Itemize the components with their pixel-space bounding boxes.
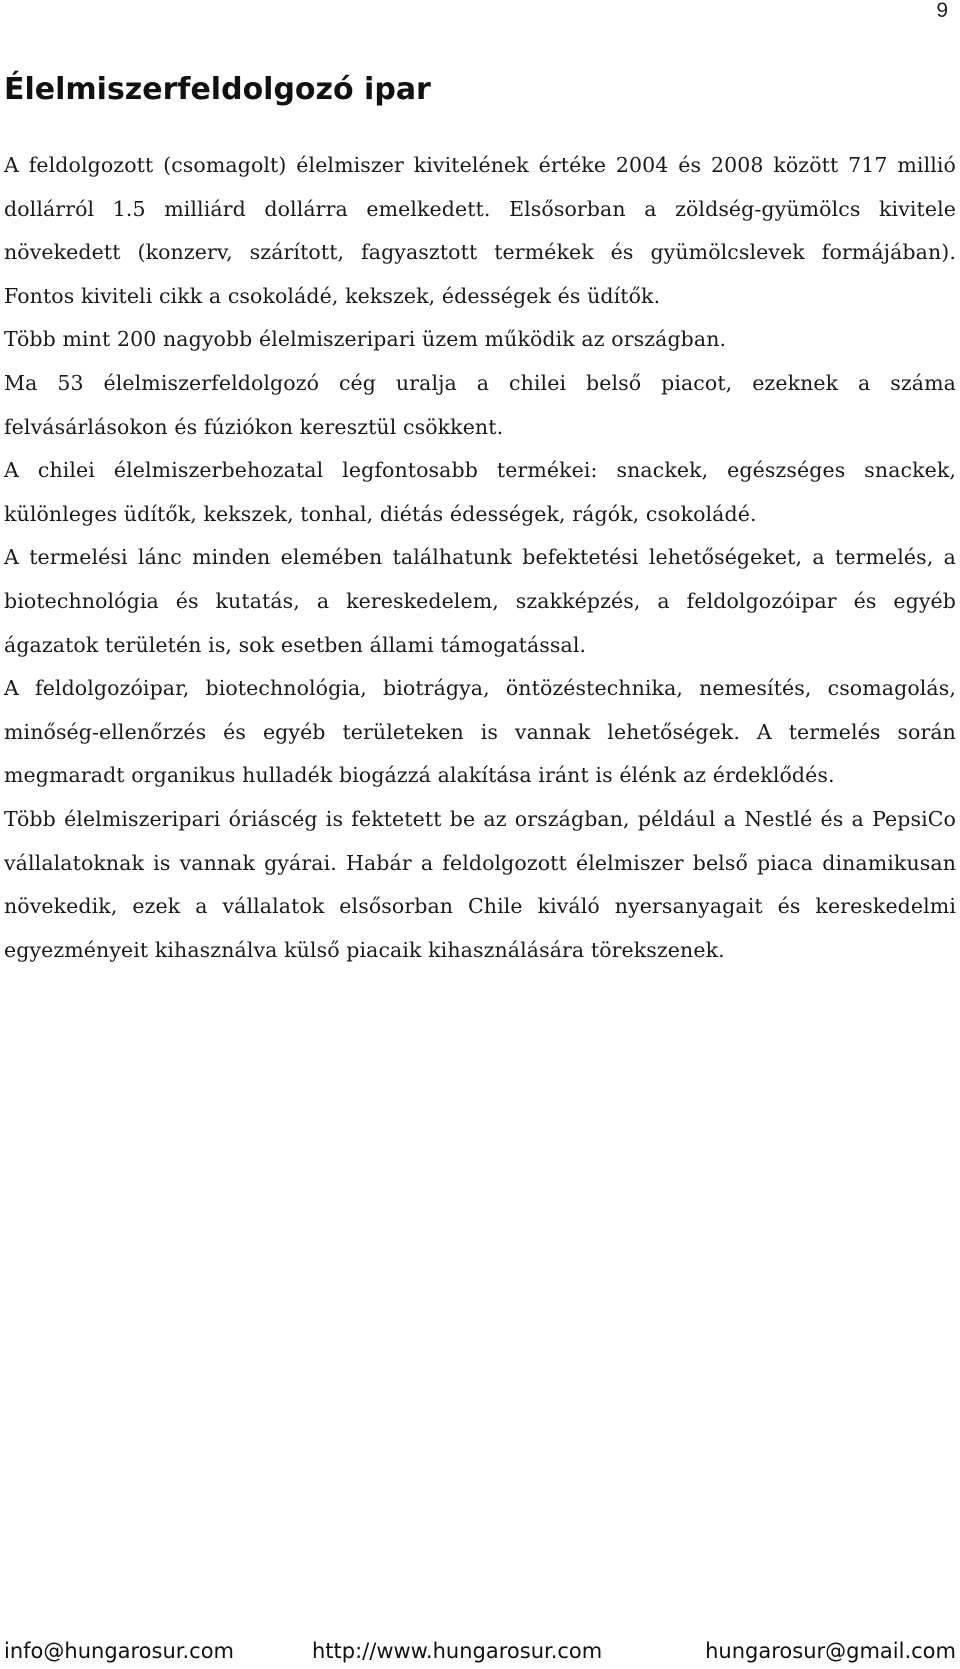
footer — [0, 1636, 960, 1668]
paragraph-export: A feldolgozott (csomagolt) élelmiszer kivitelének értéke 2004 és 2008 között 717 millió dollárról 1.5 milliárd dollárra emelkedett. Elsősorban a zöldség-gyümölcs kivitele növekedett (konzerv, szárított, fagyasztott termékek és gyümölcslevek formájában). Fontos kiviteli cikk a csokoládé, kekszek, édességek és üdítők. — [4, 153, 956, 308]
page-number: 9 — [936, 0, 948, 22]
paragraph-multinationals: Több élelmiszeripari óriáscég is fektetett be az országban, például a Nestlé és a PepsiCo vállalatoknak is vannak gyárai. Habár a feldolgozott élelmiszer belső piaca dinamikusan növekedik, ezek a vállalatok elsősorban Chile kiváló nyersanyagait és kereskedelmi egyezményeit kihasználva külső piacaik kihasználására törekszenek. — [4, 806, 956, 962]
paragraph-companies: Ma 53 élelmiszerfeldolgozó cég uralja a chilei belső piacot, ezeknek a száma felvásárlásokon és fúziókon keresztül csökkent. — [4, 370, 956, 439]
footer-website-link[interactable]: http://www.hungarosur.com — [312, 1639, 603, 1663]
footer-email-link[interactable]: info@hungarosur.com — [4, 1639, 235, 1663]
footer-gmail-link[interactable]: hungarosur@gmail.com — [705, 1639, 956, 1663]
page-title: Élelmiszerfeldolgozó ipar — [4, 72, 431, 107]
paragraph-investment: A termelési lánc minden elemében találhatunk befektetési lehetőségeket, a termelés, a biotechnológia és kutatás, a kereskedelem, szakképzés, a feldolgozóipar és egyéb ágazatok területén is, sok esetben állami támogatással. — [4, 545, 956, 657]
paragraph-opportunities: A feldolgozóipar, biotechnológia, biotrágya, öntözéstechnika, nemesítés, csomagolás, minőség-ellenőrzés és egyéb területeken is vannak lehetőségek. A termelés során megmaradt organikus hulladék biogázzá alakítása iránt is élénk az érdeklődés. — [4, 676, 956, 788]
paragraph-plants: Több mint 200 nagyobb élelmiszeripari üzem működik az országban. — [4, 327, 727, 352]
body-text — [4, 144, 956, 972]
paragraph-imports: A chilei élelmiszerbehozatal legfontosabb termékei: snackek, egészséges snackek, különleges üdítők, kekszek, tonhal, diétás édességek, rágók, csokoládé. — [4, 458, 956, 526]
